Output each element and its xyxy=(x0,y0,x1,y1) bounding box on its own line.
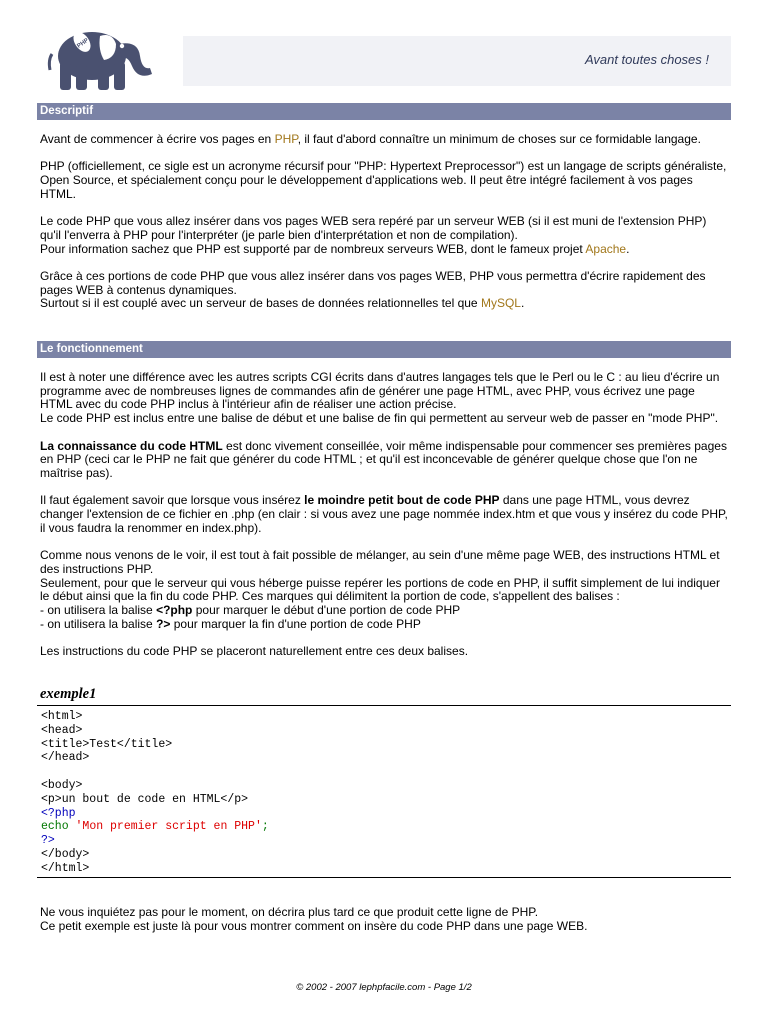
code-line: </body> xyxy=(41,847,90,861)
after-content xyxy=(40,906,728,947)
mysql-link[interactable]: MySQL xyxy=(480,296,521,311)
descriptif-content xyxy=(40,133,728,325)
page-title: Avant toutes choses ! xyxy=(584,52,709,67)
paragraph: Les instructions du code PHP se placeront naturellement entre ces deux balises. xyxy=(40,644,469,658)
page-footer: © 2002 - 2007 lephpfacile.com - Page 1/2 xyxy=(296,982,472,993)
php-link[interactable]: PHP xyxy=(274,132,298,146)
code-block xyxy=(37,705,731,878)
code-line: <body> xyxy=(41,778,83,792)
code-line: <?php xyxy=(41,806,76,820)
paragraph: Il est à noter une différence avec les autres scripts CGI écrits dans d'autres langages tels que le Perl ou le C : au lieu d'écrire un programme avec de nombreuses lignes de commandes afin de générer une page HTML, avec PHP, vous écrivez une page HTML avec du code PHP inclus à l'intérieur afin de réaliser une action précise. Le code PHP est inclus entre une balise de début et une balise de fin qui permettent au serveur web de passer en "mode PHP". xyxy=(40,370,720,426)
code-line: <title>Test</title> xyxy=(41,737,173,751)
paragraph: Comme nous venons de le voir, il est tout à fait possible de mélanger, au sein d'une même page WEB, des instructions HTML et des instructions PHP. Seulement, pour que le serveur qui vous héberge puisse repérer les portions de code en PHP, il suffit simplement de lui indiquer le début ainsi que la fin du code PHP. Ces marques qui délimitent la portion de code, s'appellent des balises : - on utilisera la balise <?php pour marquer le début d'une portion de code PHP - on utilisera la balise ?> pour marquer la fin d'une portion de code PHP xyxy=(40,548,720,631)
code-line: <head> xyxy=(41,723,83,737)
code-string: 'Mon premier script en PHP' xyxy=(75,820,262,834)
elephant-logo-icon xyxy=(46,26,156,94)
paragraph: La connaissance du code HTML est donc vivement conseillée, voir même indispensable pour commencer ses premières pages en PHP (ceci car le PHP ne fait que générer du code HTML ; et qu'il est inconcevable de générer quelque chose que l'on ne maîtrise pas). xyxy=(40,438,727,480)
apache-link[interactable]: Apache xyxy=(585,241,627,256)
code-line: </head> xyxy=(41,751,90,765)
paragraph: Avant de commencer à écrire vos pages en PHP, il faut d'abord connaître un minimum de choses sur ce formidable langage. xyxy=(40,132,701,146)
paragraph: Grâce à ces portions de code PHP que vous allez insérer dans vos pages WEB, PHP vous permettra d'écrire rapidement des pages WEB à contenus dynamiques. Surtout si il est couplé avec un serveur de bases de données relationnelles tel que MySQL. xyxy=(40,268,706,311)
code-line: <html> xyxy=(41,710,83,723)
code-line: ?> xyxy=(41,834,55,848)
code-punct: ; xyxy=(261,820,269,834)
code-keyword: echo xyxy=(41,820,76,834)
header-title-box xyxy=(183,36,731,86)
paragraph: Il faut également savoir que lorsque vous insérez le moindre petit bout de code PHP dans une page HTML, vous devrez changer l'extension de ce fichier en .php (en clair : si vous avez une page nommée index.htm et que vous y insérez du code PHP, il vous faudra la renommer en index.php). xyxy=(40,493,728,535)
paragraph: PHP (officiellement, ce sigle est un acronyme récursif pour "PHP: Hypertext Preprocessor") est un langage de scripts généraliste, Open Source, et spécialement conçu pour le développement d'applications web. Il peut être intégré facilement à vos pages HTML. xyxy=(40,159,727,201)
svg-text:PHP: PHP xyxy=(76,37,90,50)
code-line: </html> xyxy=(41,861,90,875)
code-line: <p>un bout de code en HTML</p> xyxy=(41,792,249,806)
section-header-fonctionnement: Le fonctionnement xyxy=(37,341,731,358)
section-header-descriptif: Descriptif xyxy=(37,103,731,120)
paragraph: Le code PHP que vous allez insérer dans vos pages WEB sera repéré par un serveur WEB (si il est muni de l'extension PHP) qu'il l'enverra à PHP pour l'interpréter (je parle bien d'interprétation et non de compilation). Pour information sachez que PHP est supporté par de nombreux serveurs WEB, dont le fameux projet Apache. xyxy=(40,214,707,256)
fonctionnement-content xyxy=(40,371,728,672)
paragraph: Ne vous inquiétez pas pour le moment, on décrira plus tard ce que produit cette ligne de PHP. Ce petit exemple est juste là pour vous montrer comment on insère du code PHP dans une page WEB. xyxy=(40,905,588,933)
example-title: exemple1 xyxy=(40,686,97,702)
